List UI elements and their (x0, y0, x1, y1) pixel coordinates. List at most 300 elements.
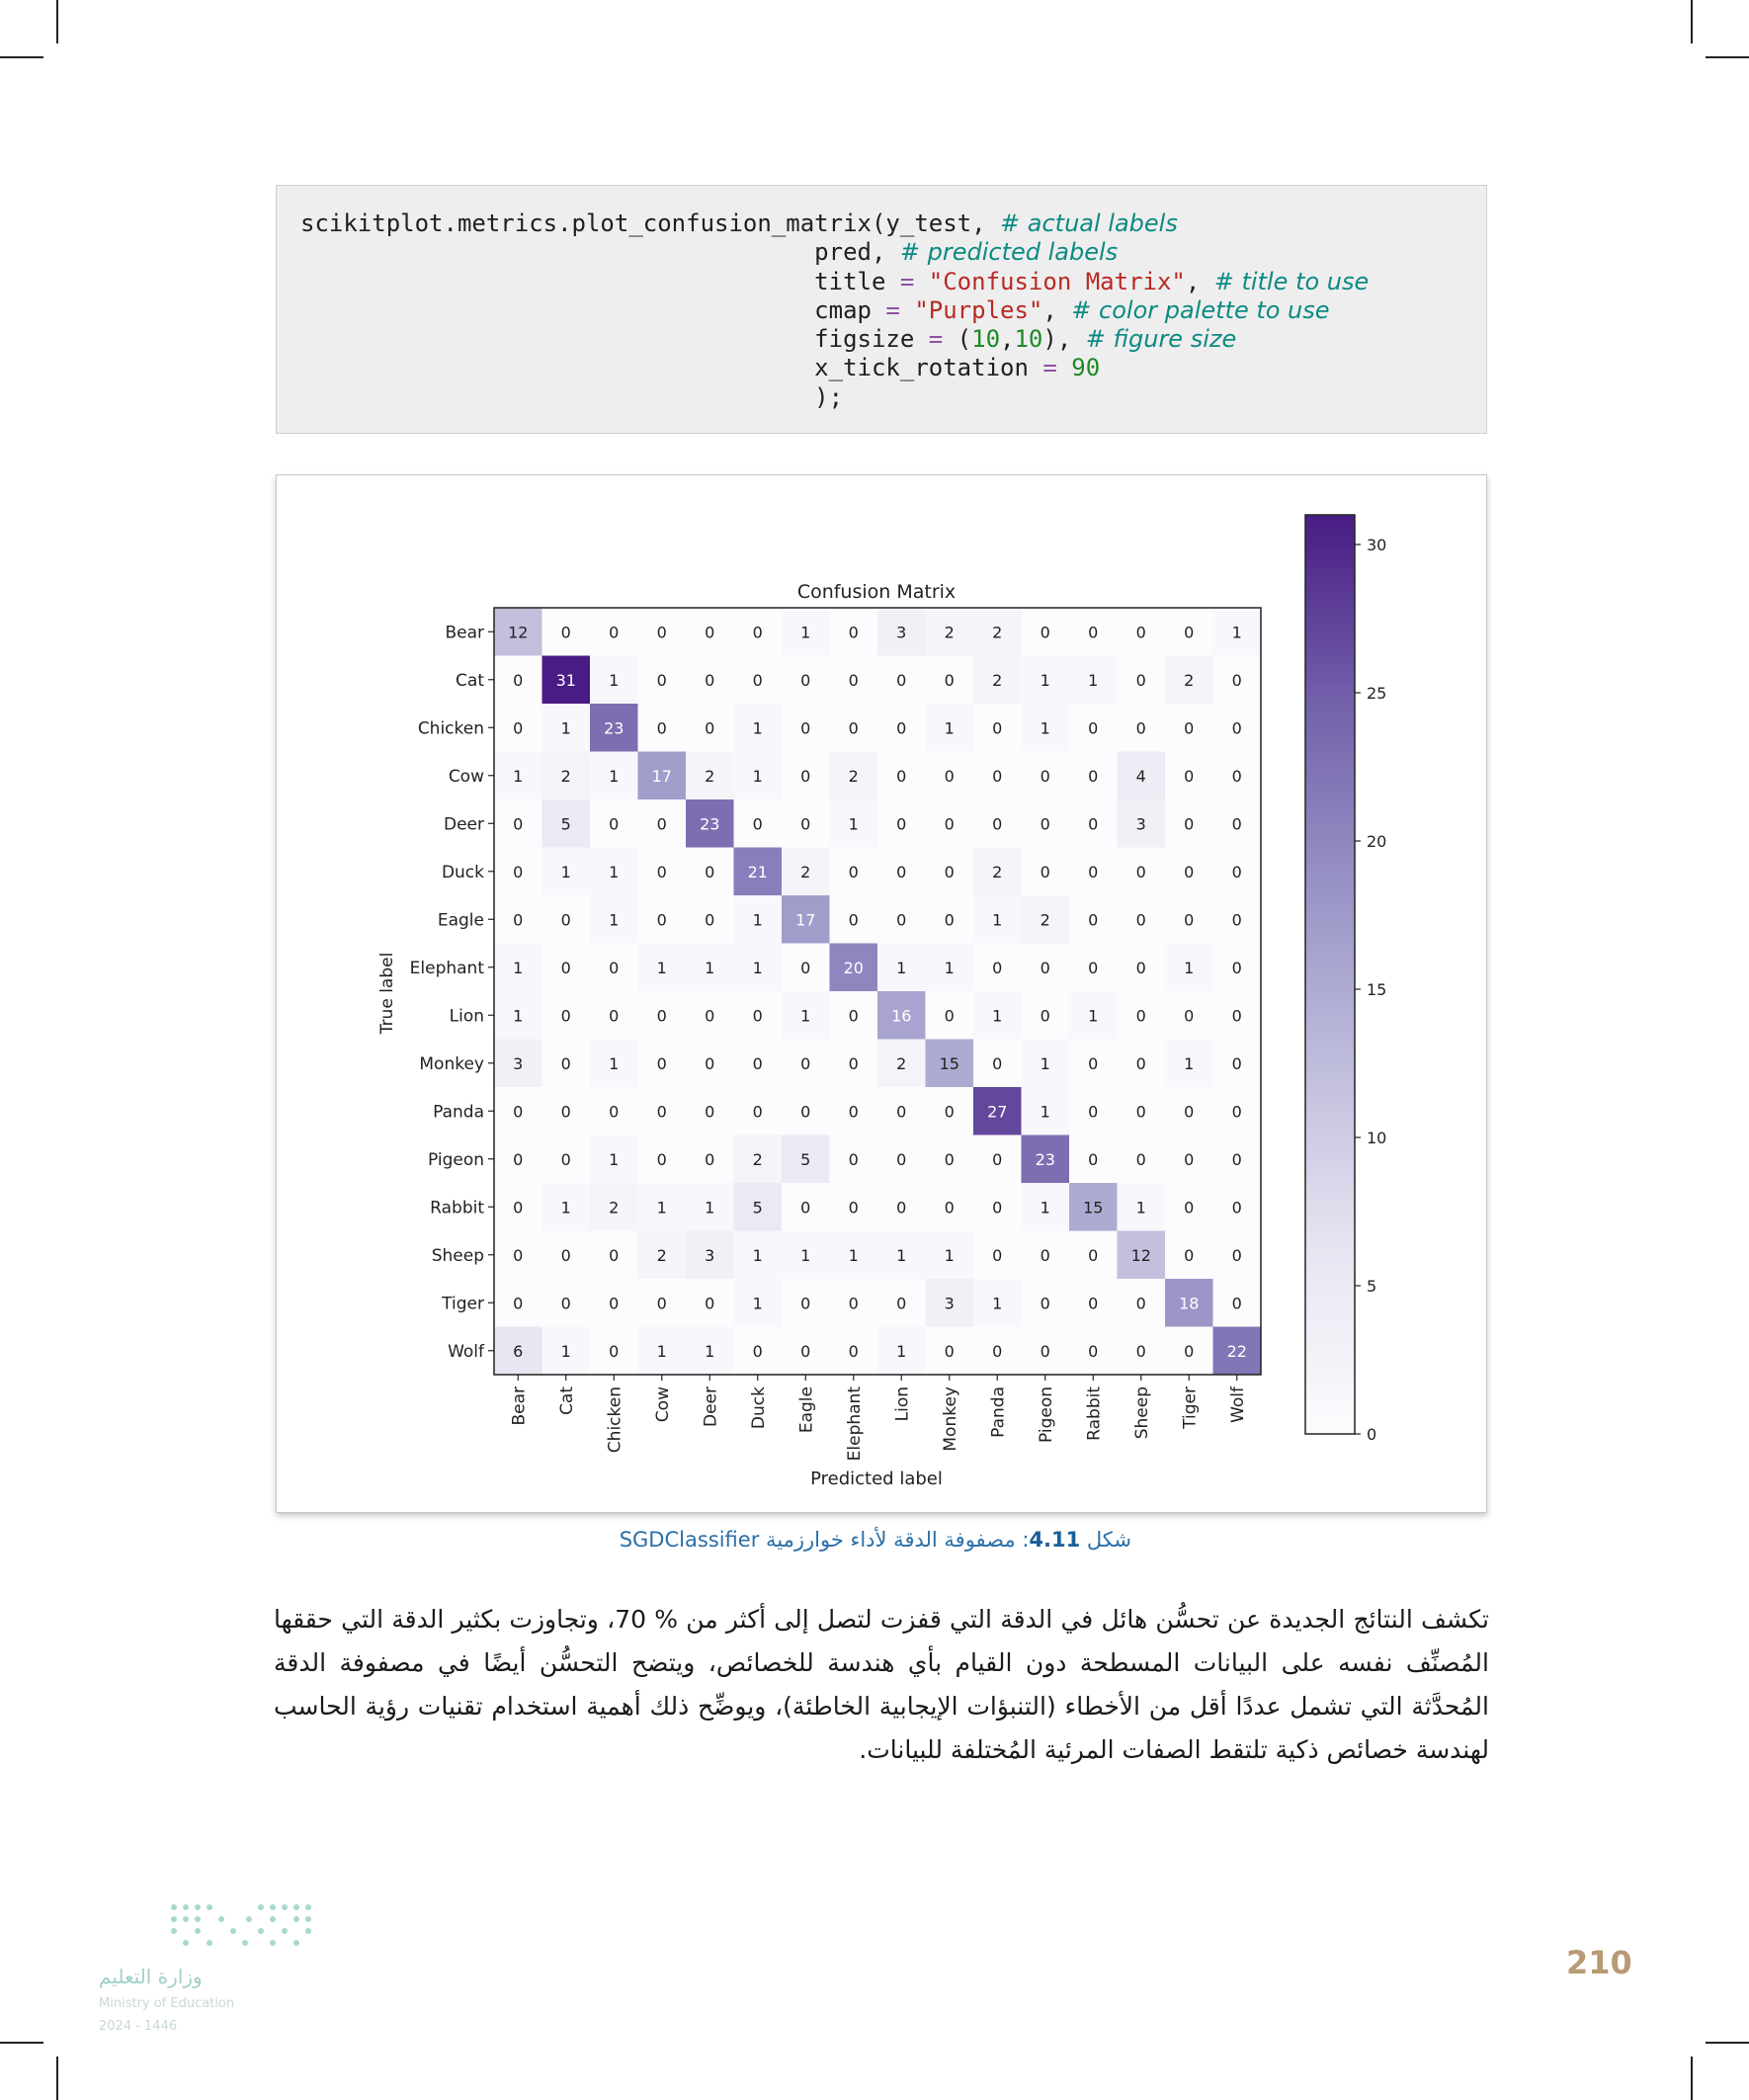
cell-value: 2 (609, 1198, 620, 1218)
cell-value: 0 (944, 766, 955, 786)
cell-value: 0 (752, 623, 763, 642)
cell-value: 2 (944, 623, 955, 642)
cell-value: 0 (609, 1341, 620, 1361)
cell-value: 2 (896, 1053, 907, 1073)
x-tick-label: Deer (701, 1386, 721, 1427)
cell-value: 0 (560, 623, 571, 642)
cell-value: 1 (609, 670, 620, 690)
cell-value: 0 (848, 1341, 859, 1361)
cell-value: 1 (705, 958, 715, 977)
cell-value: 0 (800, 814, 811, 834)
cell-value: 1 (1040, 1198, 1050, 1218)
cell-value: 0 (560, 1245, 571, 1265)
cell-value: 0 (800, 1102, 811, 1122)
cell-value: 1 (752, 718, 763, 738)
cell-value: 2 (992, 623, 1003, 642)
cell-value: 0 (944, 1341, 955, 1361)
cell-value: 1 (560, 1341, 571, 1361)
cell-value: 1 (560, 1198, 571, 1218)
cell-value: 23 (604, 718, 625, 738)
cell-value: 1 (800, 1245, 811, 1265)
y-tick-label: Cow (448, 766, 484, 787)
cell-value: 1 (1040, 1102, 1050, 1122)
cell-value: 1 (752, 958, 763, 977)
cell-value: 0 (1231, 1245, 1242, 1265)
y-tick-label: Duck (441, 862, 484, 882)
colorbar-tick-label: 25 (1367, 684, 1387, 703)
cell-value: 1 (513, 958, 524, 977)
cell-value: 0 (1135, 1294, 1146, 1313)
cell-value: 1 (992, 1294, 1003, 1313)
cell-value: 0 (705, 862, 715, 882)
cell-value: 0 (1135, 718, 1146, 738)
cell-value: 0 (992, 1245, 1003, 1265)
cell-value: 1 (1040, 670, 1050, 690)
cell-value: 0 (944, 1149, 955, 1169)
cell-value: 2 (752, 1149, 763, 1169)
y-tick-label: Deer (444, 814, 484, 835)
colorbar-tick-label: 15 (1367, 980, 1387, 999)
cell-value: 0 (705, 718, 715, 738)
cell-value: 0 (1040, 766, 1050, 786)
cell-value: 0 (656, 814, 667, 834)
cell-value: 1 (752, 1294, 763, 1313)
y-tick-label: Panda (433, 1102, 484, 1123)
cell-value: 0 (992, 1149, 1003, 1169)
cell-value: 21 (747, 862, 768, 882)
cell-value: 0 (656, 862, 667, 882)
cell-value: 0 (944, 910, 955, 930)
cell-value: 2 (705, 766, 715, 786)
cell-value: 12 (1130, 1245, 1151, 1265)
cell-value: 0 (1184, 1102, 1195, 1122)
cell-value: 0 (560, 1294, 571, 1313)
crop-mark (1706, 2042, 1749, 2044)
colorbar (1305, 515, 1355, 1434)
cell-value: 1 (1088, 670, 1099, 690)
cell-value: 0 (656, 718, 667, 738)
cell-value: 0 (896, 862, 907, 882)
cell-value: 0 (1088, 718, 1099, 738)
cell-value: 20 (843, 958, 864, 977)
cell-value: 1 (848, 1245, 859, 1265)
cell-value: 2 (848, 766, 859, 786)
cell-value: 0 (848, 1149, 859, 1169)
x-axis-label: Predicted label (810, 1469, 943, 1489)
cell-value: 0 (896, 1294, 907, 1313)
cell-value: 0 (705, 623, 715, 642)
x-tick-label: Tiger (1180, 1386, 1201, 1429)
cell-value: 1 (705, 1198, 715, 1218)
cell-value: 1 (944, 958, 955, 977)
page-number: 210 (1566, 1944, 1632, 1981)
cell-value: 3 (513, 1053, 524, 1073)
x-tick-label: Eagle (796, 1386, 817, 1434)
cell-value: 5 (800, 1149, 811, 1169)
cell-value: 1 (656, 1198, 667, 1218)
cell-value: 0 (1088, 623, 1099, 642)
cell-value: 0 (1184, 814, 1195, 834)
crop-mark (0, 2042, 43, 2044)
cell-value: 1 (513, 766, 524, 786)
cell-value: 15 (939, 1053, 959, 1073)
figure-caption: شكل 4.11: مصفوفة الدقة لأداء خوارزمية SGDClassifier (619, 1528, 1131, 1552)
cell-value: 0 (656, 1294, 667, 1313)
cell-value: 0 (513, 1245, 524, 1265)
cell-value: 0 (944, 1006, 955, 1026)
cell-value: 0 (1231, 1102, 1242, 1122)
x-tick-label: Bear (509, 1386, 530, 1426)
cell-value: 0 (1231, 910, 1242, 930)
colorbar-tick-label: 5 (1367, 1277, 1377, 1296)
cell-value: 0 (1231, 1294, 1242, 1313)
cell-value: 0 (1231, 1149, 1242, 1169)
cell-value: 1 (944, 718, 955, 738)
y-tick-label: Bear (445, 623, 484, 643)
cell-value: 15 (1083, 1198, 1104, 1218)
crop-mark (1691, 0, 1693, 43)
cell-value: 0 (1184, 766, 1195, 786)
cell-value: 31 (555, 670, 576, 690)
cell-value: 0 (1088, 1053, 1099, 1073)
cell-value: 0 (656, 1006, 667, 1026)
cell-value: 0 (800, 766, 811, 786)
cell-value: 0 (752, 1006, 763, 1026)
cell-value: 0 (609, 1006, 620, 1026)
cell-value: 16 (891, 1006, 912, 1026)
cell-value: 0 (1231, 1198, 1242, 1218)
cell-value: 0 (513, 718, 524, 738)
cell-value: 1 (656, 1341, 667, 1361)
cell-value: 0 (896, 766, 907, 786)
cell-value: 0 (848, 1006, 859, 1026)
cell-value: 0 (1231, 1053, 1242, 1073)
x-tick-label: Cow (652, 1386, 673, 1423)
cell-value: 1 (1184, 958, 1195, 977)
cell-value: 1 (705, 1341, 715, 1361)
cell-value: 0 (560, 1149, 571, 1169)
cell-value: 1 (656, 958, 667, 977)
crop-mark (1706, 56, 1749, 58)
cell-value: 0 (609, 814, 620, 834)
code-text: scikitplot.metrics.plot_confusion_matrix(y_test, # actual labels pred, # predicted labels title = "Confusion Matrix", # title to use cmap = "Purples", # color palette to use figsize = (10,10), # figure size x_tick_rotation = 90 ); (300, 210, 1370, 411)
cell-value: 0 (752, 1053, 763, 1073)
cell-value: 0 (1088, 1149, 1099, 1169)
cell-value: 0 (1184, 1341, 1195, 1361)
cell-value: 1 (944, 1245, 955, 1265)
cell-value: 0 (1184, 1198, 1195, 1218)
cell-value: 18 (1179, 1294, 1200, 1313)
cell-value: 0 (1088, 814, 1099, 834)
cell-value: 1 (560, 862, 571, 882)
cell-value: 0 (848, 1102, 859, 1122)
cell-value: 0 (848, 862, 859, 882)
cell-value: 0 (656, 623, 667, 642)
cell-value: 0 (705, 1006, 715, 1026)
cell-value: 0 (1088, 958, 1099, 977)
cell-value: 0 (992, 1053, 1003, 1073)
cell-value: 0 (752, 814, 763, 834)
x-tick-label: Cat (556, 1386, 577, 1415)
cell-value: 2 (656, 1245, 667, 1265)
cell-value: 0 (944, 670, 955, 690)
cell-value: 1 (752, 1245, 763, 1265)
crop-mark (0, 56, 43, 58)
cell-value: 1 (896, 1341, 907, 1361)
ministry-year: 2024 - 1446 (99, 2019, 178, 2034)
cell-value: 0 (1184, 862, 1195, 882)
cell-value: 0 (848, 910, 859, 930)
cell-value: 0 (992, 814, 1003, 834)
cell-value: 0 (513, 862, 524, 882)
cell-value: 1 (992, 910, 1003, 930)
y-tick-label: Chicken (417, 718, 484, 739)
cell-value: 0 (705, 910, 715, 930)
cell-value: 0 (1040, 1245, 1050, 1265)
cell-value: 0 (560, 910, 571, 930)
cell-value: 1 (992, 1006, 1003, 1026)
cell-value: 0 (992, 958, 1003, 977)
cell-value: 23 (700, 814, 720, 834)
colorbar-tick-label: 0 (1367, 1425, 1377, 1444)
cell-value: 0 (705, 1149, 715, 1169)
cell-value: 17 (651, 766, 672, 786)
cell-value: 1 (609, 862, 620, 882)
cell-value: 0 (656, 1053, 667, 1073)
cell-value: 0 (848, 718, 859, 738)
cell-value: 0 (513, 1149, 524, 1169)
cell-value: 2 (1184, 670, 1195, 690)
cell-value: 3 (944, 1294, 955, 1313)
cell-value: 0 (1231, 1006, 1242, 1026)
cell-value: 0 (800, 670, 811, 690)
cell-value: 0 (705, 1294, 715, 1313)
cell-value: 1 (1088, 1006, 1099, 1026)
cell-value: 0 (1135, 862, 1146, 882)
cell-value: 0 (1135, 1053, 1146, 1073)
code-block (276, 185, 1487, 434)
cell-value: 0 (1040, 862, 1050, 882)
cell-value: 1 (752, 910, 763, 930)
cell-value: 1 (1231, 623, 1242, 642)
cell-value: 0 (1231, 862, 1242, 882)
cell-value: 0 (609, 623, 620, 642)
cell-value: 0 (992, 766, 1003, 786)
confusion-matrix-chart (277, 475, 1488, 1514)
cell-value: 3 (1135, 814, 1146, 834)
y-tick-label: Elephant (409, 958, 484, 978)
cell-value: 0 (992, 1198, 1003, 1218)
cell-value: 22 (1226, 1341, 1247, 1361)
x-tick-label: Duck (748, 1386, 769, 1430)
cell-value: 0 (944, 1198, 955, 1218)
crop-mark (56, 0, 58, 43)
cell-value: 23 (1035, 1149, 1055, 1169)
cell-value: 1 (609, 766, 620, 786)
cell-value: 0 (705, 670, 715, 690)
cell-value: 0 (896, 670, 907, 690)
cell-value: 0 (705, 1053, 715, 1073)
cell-value: 0 (896, 718, 907, 738)
cell-value: 0 (705, 1102, 715, 1122)
cell-value: 2 (1040, 910, 1050, 930)
cell-value: 0 (656, 1149, 667, 1169)
cell-value: 0 (609, 958, 620, 977)
cell-value: 0 (513, 910, 524, 930)
cell-value: 1 (1135, 1198, 1146, 1218)
cell-value: 0 (609, 1102, 620, 1122)
cell-value: 0 (896, 910, 907, 930)
cell-value: 0 (800, 718, 811, 738)
cell-value: 1 (513, 1006, 524, 1026)
chart-title: Confusion Matrix (796, 581, 957, 603)
cell-value: 0 (1135, 910, 1146, 930)
cell-value: 0 (944, 814, 955, 834)
cell-value: 0 (848, 1198, 859, 1218)
cell-value: 0 (1135, 1102, 1146, 1122)
cell-value: 0 (1088, 1341, 1099, 1361)
cell-value: 0 (513, 670, 524, 690)
cell-value: 0 (656, 1102, 667, 1122)
cell-value: 2 (992, 862, 1003, 882)
cell-value: 0 (800, 1294, 811, 1313)
y-tick-label: Lion (449, 1006, 484, 1027)
cell-value: 0 (992, 718, 1003, 738)
cell-value: 0 (656, 670, 667, 690)
cell-value: 0 (1184, 718, 1195, 738)
cell-value: 0 (800, 1198, 811, 1218)
cell-value: 12 (508, 623, 529, 642)
cell-value: 0 (560, 1006, 571, 1026)
cell-value: 0 (752, 1102, 763, 1122)
cell-value: 0 (896, 1149, 907, 1169)
cell-value: 0 (1135, 1341, 1146, 1361)
cell-value: 0 (896, 1198, 907, 1218)
x-tick-label: Elephant (844, 1386, 865, 1462)
cell-value: 0 (1040, 1006, 1050, 1026)
y-tick-label: Sheep (431, 1245, 484, 1266)
cell-value: 0 (1088, 1102, 1099, 1122)
cell-value: 0 (752, 1341, 763, 1361)
cell-value: 27 (987, 1102, 1008, 1122)
cell-value: 3 (705, 1245, 715, 1265)
cell-value: 1 (896, 1245, 907, 1265)
cell-value: 1 (609, 1053, 620, 1073)
x-tick-label: Sheep (1131, 1386, 1152, 1440)
crop-mark (56, 2057, 58, 2100)
cell-value: 0 (1088, 862, 1099, 882)
cell-value: 0 (656, 910, 667, 930)
cell-value: 0 (800, 1341, 811, 1361)
ministry-name-english: Ministry of Education (99, 1996, 235, 2011)
confusion-matrix-figure (276, 474, 1487, 1513)
cell-value: 1 (560, 718, 571, 738)
cell-value: 0 (896, 1102, 907, 1122)
cell-value: 4 (1135, 766, 1146, 786)
cell-value: 0 (800, 1053, 811, 1073)
cell-value: 0 (1088, 1245, 1099, 1265)
y-axis-label: True label (377, 952, 397, 1035)
cell-value: 0 (513, 1198, 524, 1218)
cell-value: 0 (1088, 1294, 1099, 1313)
colorbar-tick-label: 10 (1367, 1129, 1387, 1147)
cell-value: 0 (992, 1341, 1003, 1361)
cell-value: 0 (1231, 958, 1242, 977)
cell-value: 0 (1040, 958, 1050, 977)
cell-value: 1 (848, 814, 859, 834)
cell-value: 0 (1184, 623, 1195, 642)
cell-value: 0 (1135, 623, 1146, 642)
cell-value: 0 (1088, 766, 1099, 786)
cell-value: 1 (752, 766, 763, 786)
ministry-name-arabic: وزارة التعليم (99, 1965, 203, 1988)
cell-value: 0 (1040, 1341, 1050, 1361)
cell-value: 0 (560, 1102, 571, 1122)
x-tick-label: Lion (892, 1386, 913, 1422)
x-tick-label: Monkey (940, 1386, 960, 1452)
y-tick-label: Eagle (437, 910, 484, 931)
cell-value: 0 (560, 958, 571, 977)
cell-value: 0 (1040, 1294, 1050, 1313)
x-tick-label: Pigeon (1036, 1386, 1056, 1444)
y-tick-label: Monkey (419, 1053, 484, 1074)
cell-value: 0 (1184, 1149, 1195, 1169)
colorbar-tick-label: 30 (1367, 536, 1387, 554)
cell-value: 0 (513, 814, 524, 834)
cell-value: 1 (609, 1149, 620, 1169)
y-tick-label: Tiger (442, 1294, 484, 1314)
cell-value: 1 (1040, 1053, 1050, 1073)
cell-value: 0 (848, 670, 859, 690)
cell-value: 0 (944, 1102, 955, 1122)
cell-value: 0 (1231, 670, 1242, 690)
x-tick-label: Rabbit (1084, 1386, 1105, 1441)
cell-value: 1 (896, 958, 907, 977)
cell-value: 0 (513, 1102, 524, 1122)
cell-value: 0 (513, 1294, 524, 1313)
cell-value: 1 (609, 910, 620, 930)
cell-value: 0 (848, 1053, 859, 1073)
crop-mark (1691, 2057, 1693, 2100)
cell-value: 0 (1040, 814, 1050, 834)
cell-value: 0 (752, 670, 763, 690)
cell-value: 5 (752, 1198, 763, 1218)
cell-value: 1 (800, 623, 811, 642)
cell-value: 0 (609, 1245, 620, 1265)
cell-value: 17 (795, 910, 816, 930)
cell-value: 0 (1184, 1006, 1195, 1026)
cell-value: 0 (896, 814, 907, 834)
colorbar-tick-label: 20 (1367, 832, 1387, 851)
cell-value: 0 (609, 1294, 620, 1313)
cell-value: 0 (848, 1294, 859, 1313)
cell-value: 5 (560, 814, 571, 834)
cell-value: 2 (560, 766, 571, 786)
cell-value: 0 (1135, 958, 1146, 977)
cell-value: 0 (1040, 623, 1050, 642)
y-tick-label: Rabbit (430, 1198, 484, 1218)
cell-value: 0 (848, 623, 859, 642)
cell-value: 0 (1088, 910, 1099, 930)
cell-value: 2 (800, 862, 811, 882)
cell-value: 0 (1135, 1149, 1146, 1169)
cell-value: 3 (896, 623, 907, 642)
cell-value: 1 (800, 1006, 811, 1026)
y-tick-label: Wolf (448, 1341, 484, 1362)
cell-value: 0 (944, 862, 955, 882)
cell-value: 0 (1184, 1245, 1195, 1265)
cell-value: 0 (1231, 718, 1242, 738)
